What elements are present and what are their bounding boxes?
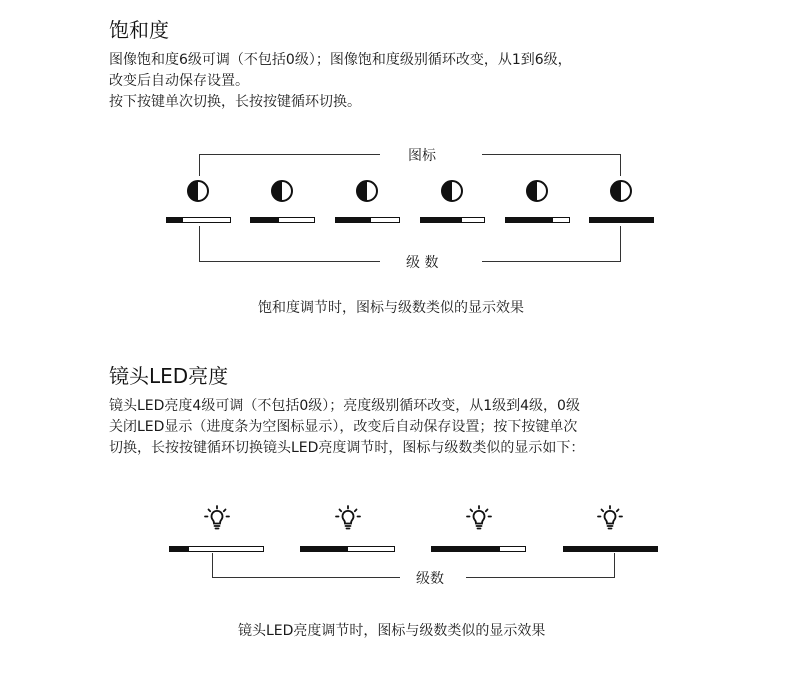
saturation-level-bar xyxy=(589,217,654,223)
icon-bracket-top-left xyxy=(199,154,380,155)
led-desc-line-2: 关闭LED显示（进度条为空图标显示），改变后自动保存设置；按下按键单次 xyxy=(109,419,578,435)
led-level-fill xyxy=(564,547,657,551)
saturation-caption: 饱和度调节时，图标与级数类似的显示效果 xyxy=(258,300,524,316)
saturation-level-fill xyxy=(167,218,183,222)
saturation-title: 饱和度 xyxy=(109,18,169,42)
saturation-level-bar xyxy=(335,217,400,223)
saturation-level-fill xyxy=(336,218,371,222)
bulb-icon xyxy=(464,504,494,534)
led-title: 镜头LED亮度 xyxy=(109,364,229,388)
icon-label: 图标 xyxy=(402,145,442,165)
level-label: 级 数 xyxy=(400,252,444,272)
led-caption: 镜头LED亮度调节时，图标与级数类似的显示效果 xyxy=(238,623,546,639)
bulb-icon xyxy=(202,504,232,534)
level-bracket-left xyxy=(199,226,200,262)
led-level-fill xyxy=(301,547,348,551)
icon-bracket-right xyxy=(620,154,621,176)
led-bracket-bottom-left xyxy=(212,577,400,578)
icon-bracket-top-right xyxy=(482,154,621,155)
led-desc-line-3: 切换，长按按键循环切换镜头LED亮度调节时，图标与级数类似的显示如下： xyxy=(109,440,585,456)
led-level-label: 级数 xyxy=(410,568,450,588)
saturation-level-bar xyxy=(250,217,315,223)
saturation-desc-line-2: 改变后自动保存设置。 xyxy=(109,73,249,89)
bulb-icon xyxy=(595,504,625,534)
half-circle-icon xyxy=(355,179,379,203)
saturation-desc-line-1: 图像饱和度6级可调（不包括0级）；图像饱和度级别循环改变，从1到6级， xyxy=(109,52,572,68)
led-bracket-left xyxy=(212,553,213,577)
led-level-bar xyxy=(169,546,264,552)
level-bracket-bottom-right xyxy=(482,261,621,262)
saturation-level-bar xyxy=(166,217,231,223)
saturation-level-bar xyxy=(505,217,570,223)
half-circle-icon xyxy=(525,179,549,203)
led-bracket-bottom-right xyxy=(466,577,615,578)
saturation-level-fill xyxy=(421,218,462,222)
half-circle-icon xyxy=(186,179,210,203)
level-bracket-bottom-left xyxy=(199,261,380,262)
saturation-level-fill xyxy=(251,218,279,222)
led-level-bar xyxy=(300,546,395,552)
led-desc-line-1: 镜头LED亮度4级可调（不包括0级）；亮度级别循环改变，从1级到4级，0级 xyxy=(109,398,580,414)
bulb-icon xyxy=(333,504,363,534)
level-bracket-right xyxy=(620,226,621,262)
led-level-fill xyxy=(170,547,189,551)
led-level-bar xyxy=(431,546,526,552)
half-circle-icon xyxy=(270,179,294,203)
half-circle-icon xyxy=(440,179,464,203)
half-circle-icon xyxy=(609,179,633,203)
saturation-level-fill xyxy=(590,218,653,222)
icon-bracket-left xyxy=(199,154,200,176)
saturation-level-fill xyxy=(506,218,553,222)
saturation-level-bar xyxy=(420,217,485,223)
led-bracket-right xyxy=(614,553,615,577)
saturation-desc-line-3: 按下按键单次切换，长按按键循环切换。 xyxy=(109,94,361,110)
led-level-fill xyxy=(432,547,500,551)
led-level-bar xyxy=(563,546,658,552)
